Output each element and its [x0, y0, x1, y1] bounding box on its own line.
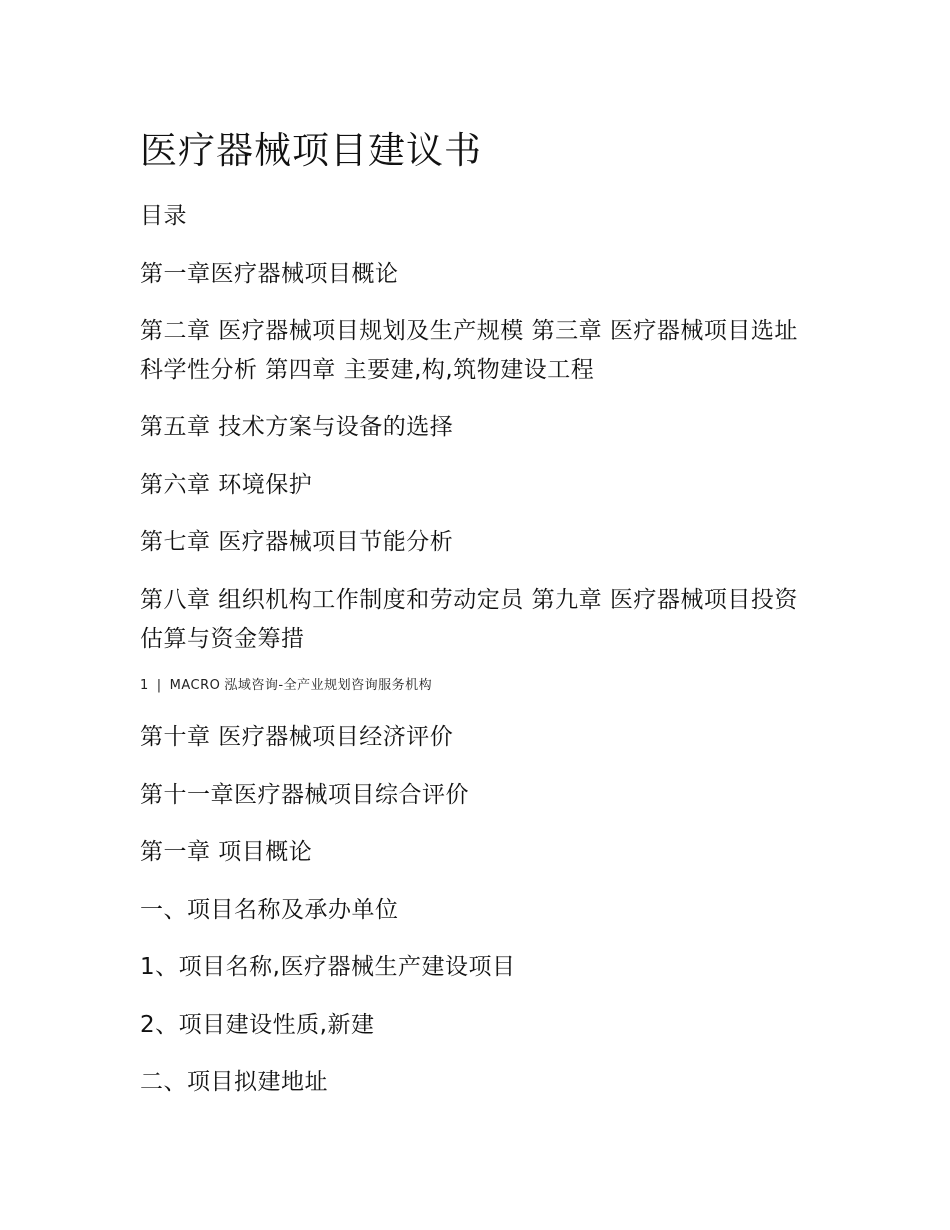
footer-brand: MACRO — [169, 678, 221, 693]
body-line-project-nature: 2、项目建设性质,新建 — [140, 1012, 375, 1038]
body-line-project-name: 1、项目名称,医疗器械生产建设项目 — [140, 954, 516, 980]
page-number: 1 — [140, 678, 149, 693]
toc-line-chapter-11: 第十一章医疗器械项目综合评价 — [140, 782, 469, 808]
toc-line-chapters-2-4: 第二章 医疗器械项目规划及生产规模 第三章 医疗器械项目选址科学性分析 第四章 主要建,构,筑物建设工程 — [140, 318, 798, 383]
toc-line-chapter-1: 第一章医疗器械项目概论 — [140, 261, 399, 287]
footer-text: 泓域咨询-全产业规划咨询服务机构 — [224, 678, 433, 693]
toc-line-chapter-5: 第五章 技术方案与设备的选择 — [140, 414, 454, 440]
toc-line-chapter-6: 第六章 环境保护 — [140, 472, 313, 498]
toc-heading: 目录 — [140, 203, 187, 229]
toc-line-chapter-7: 第七章 医疗器械项目节能分析 — [140, 529, 454, 555]
chapter-1-heading: 第一章 项目概论 — [140, 839, 313, 865]
toc-line-chapter-10: 第十章 医疗器械项目经济评价 — [140, 724, 454, 750]
page-footer — [140, 676, 432, 696]
toc-line-chapters-8-9: 第八章 组织机构工作制度和劳动定员 第九章 医疗器械项目投资估算与资金筹措 — [140, 587, 798, 652]
document-title: 医疗器械项目建议书 — [140, 129, 482, 172]
footer-separator: | — [156, 678, 162, 693]
section-heading-1: 一、项目名称及承办单位 — [140, 897, 399, 923]
section-heading-2: 二、项目拟建地址 — [140, 1069, 328, 1095]
